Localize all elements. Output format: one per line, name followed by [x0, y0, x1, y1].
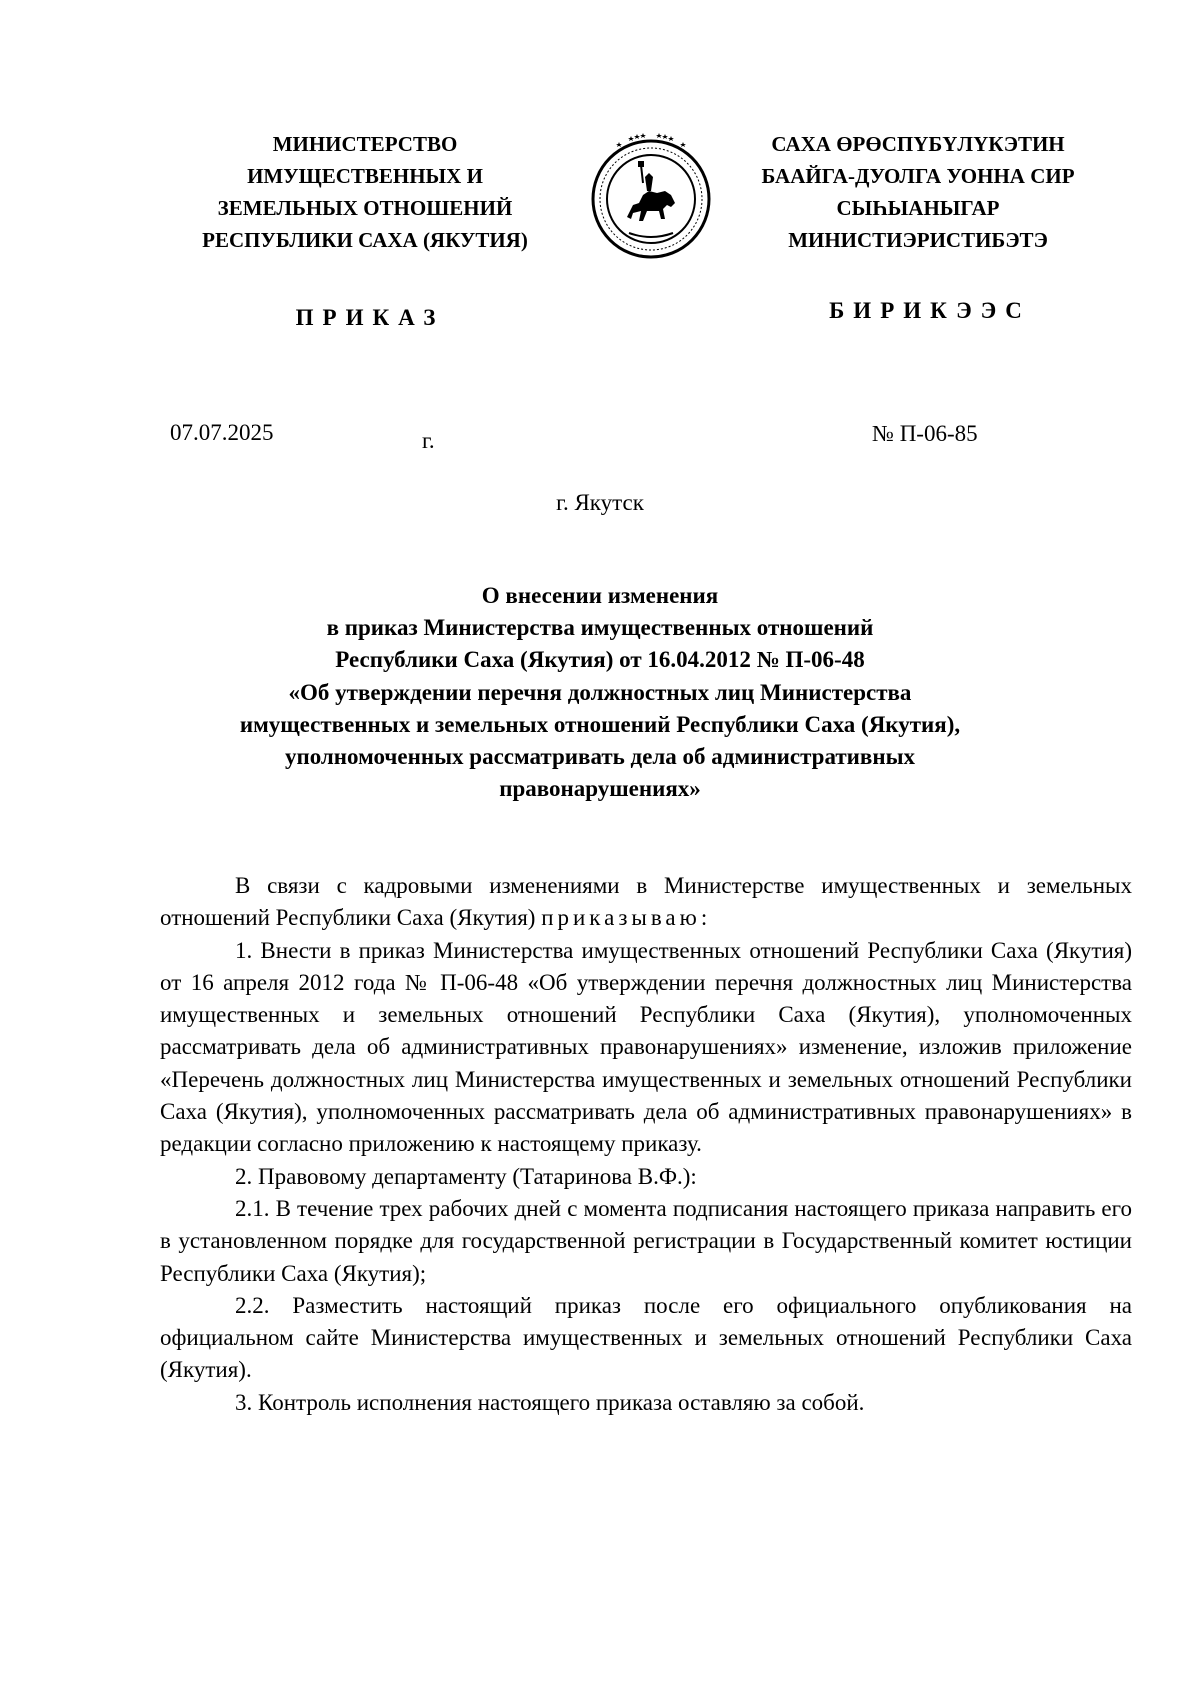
- intro-paragraph: [160, 870, 1132, 935]
- body-item-3: 3. Контроль исполнения настоящего приказа оставляю за собой.: [235, 1389, 865, 1415]
- order-city: г. Якутск: [556, 490, 644, 515]
- intro-text: В связи с кадровыми изменениями в Министерстве имущественных и земельных отношений Республики Саха (Якутия): [160, 873, 1132, 931]
- body-item-2: 2. Правовому департаменту (Татаринова В.Ф.):: [235, 1163, 697, 1189]
- ministry-name-russian: МИНИСТЕРСТВО ИМУЩЕСТВЕННЫХ И ЗЕМЕЛЬНЫХ ОТНОШЕНИЙ РЕСПУБЛИКИ САХА (ЯКУТИЯ): [202, 132, 528, 252]
- order-subject: О внесении изменения в приказ Министерства имущественных отношений Республики Саха (Якутия) от 16.04.2012 № П-06-48 «Об утверждении перечня должностных лиц Министерства имущественных и земельных отношений Республики Саха (Якутия), уполномоченных рассматривать дела об административных правонарушениях»: [239, 583, 961, 802]
- coat-of-arms-emblem: [583, 133, 719, 261]
- ministry-name-yakut: САХА ӨРӨСПҮБҮЛҮКЭТИН БААЙГА-ДУОЛГА УОННА СИР СЫҺЫАНЫГАР МИНИСТИЭРИСТИБЭТЭ: [761, 132, 1075, 252]
- order-title-yakut: БИРИКЭЭС: [829, 298, 1031, 323]
- order-body: [160, 870, 1132, 1419]
- intro-command: приказываю:: [541, 905, 712, 931]
- order-number: № П-06-85: [872, 421, 978, 446]
- body-item-2-1: 2.1. В течение трех рабочих дней с момента подписания настоящего приказа направить его в установленном порядке для государственной регистрации в Государственный комитет юстиции Республики Саха (Якутия);: [160, 1195, 1132, 1286]
- order-title-russian: ПРИКАЗ: [295, 305, 445, 330]
- body-item-1: 1. Внести в приказ Министерства имущественных отношений Республики Саха (Якутия) от 16 апреля 2012 года № П-06-48 «Об утверждении перечня должностных лиц Министерства имущественных и земельных отношений Республики Саха (Якутия), уполномоченных рассматривать дела об административных правонарушениях» изменение, изложив приложение «Перечень должностных лиц Министерства имущественных и земельных отношений Республики Саха (Якутия), уполномоченных рассматривать дела об административных правонарушениях» в редакции согласно приложению к настоящему приказу.: [160, 937, 1132, 1157]
- body-item-2-2: 2.2. Разместить настоящий приказ после его официального опубликования на официальном сайте Министерства имущественных и земельных отношений Республики Саха (Якутия).: [160, 1292, 1132, 1383]
- order-date: 07.07.2025: [170, 420, 274, 445]
- date-suffix: г.: [422, 428, 435, 453]
